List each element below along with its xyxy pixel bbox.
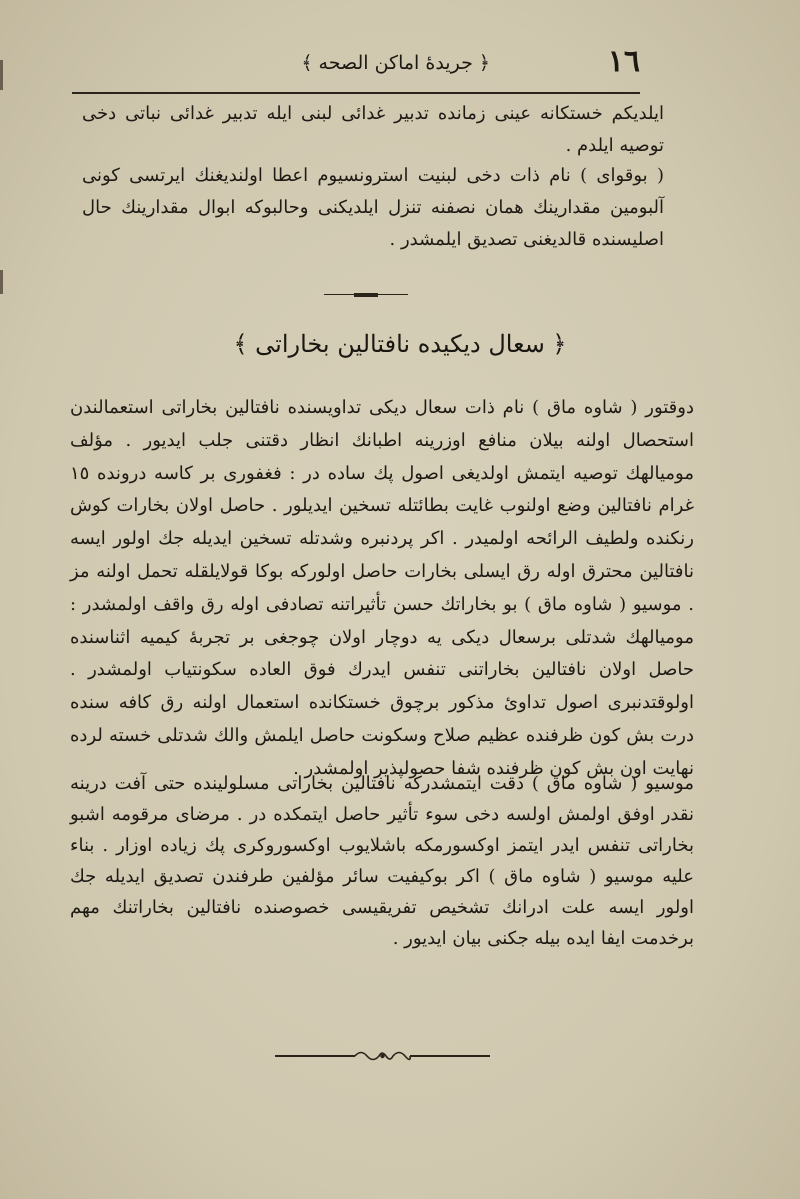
binding-mark bbox=[0, 60, 3, 90]
page-number: ١٦ bbox=[607, 44, 640, 79]
running-title: ﴿ جريدهٔ اماكن الصحه ﴾ bbox=[301, 52, 490, 74]
paragraph-4: موسيو ( شاوه ماق ) دقت ايتمشدركه نافتالين بخاراتى مسلولينده حتى آفت درينه نقدر اوفق اولمش اولسه دخى سوء تأثير حاصل ايتمكده در . مرضاى مرقومه اشبو بخاراتى تنفس ايدر ايتمز اوكسورمكه باشلايوب اوكسوروكرى پك زياده اوزار . بناء عليه موسيو ( شاوه ماق ) اكر بوكيفيت سائر مؤلفين طرفندن تصديق ايديله جك اولور ايسه علت ادرانك تشخيص تفريقيسى خصوصنده نافتالين بخاراتنك مهم برخدمت ايفا ايده بيله جكنى بيان ايديور . bbox=[70, 773, 694, 949]
paragraph-2: ( بوقواى ) نام ذات دخى لبنيت استرونسيوم اعطا اولنديغنك ايرتسى كونى آلبومين مقدارينك همان نصفنه تنزل ايلديكنى وحالبوكه ابوال مقدارينك حال اصليسنده قالديغنى تصديق ايلمشدر . bbox=[82, 165, 664, 250]
end-ornament bbox=[275, 1048, 490, 1064]
paragraph-1: ايلديكم خستكانه عينى زمانده تدبير غدائى لبنى ايله تدبير غدائى نباتى دخى توصيه ايلدم . bbox=[82, 103, 664, 156]
header-rule bbox=[72, 92, 640, 94]
paragraph-3: دوقتور ( شاوه ماق ) نام ذات سعال ديكى تداويسنده نافتالين بخاراتى استعمالندن استحصال اولنه بيلان منافع اوزرينه اطبانك انظار دقتنى جلب ايديور . مؤلف موميالهك توصيه ايتمش اولديغى اصول پك ساده در : فغفورى بر كاسه درونده ١٥ غرام نافتالين وضع اولنوب غايت بطائتله تسخين ايديلور . حاصل اولان بخارات كوش رنكنده ولطيف الرائحه اولميدر . اكر پردنبره وشدتله تسخين ايديله جك اولور ايسه نافتالين محترق اوله رق ايسلى بخارات حاصل اولوركه بوكا قولايلقله تحمل اولنه مز . موسيو ( شاوه ماق ) بو بخاراتك حسن تأثيراتنه تصادفى اوله رق واقف اولمشدر : موميالهك شدتلى برسعال ديكى يه دوچار اولان چوجغى بر تجربهٔ كيميه اثناسنده حاصل اولان نافتالين بخاراتنى تنفس ايدرك فوق العاده سكونتياب اولمشدر . اولوقتدنبرى اصول تداوئ مذكور برچوق خستكانده استعمال اولنه رق كافه سنده درت بش كون ظرفنده عظيم صلاح وسكونت حاصل ايلمش والك شدتلى خسته لرده نهايت اون بش كون ظرفنده شفا حصولپذير اولمشدر . bbox=[70, 397, 695, 779]
binding-mark bbox=[0, 270, 3, 294]
page-header bbox=[70, 44, 640, 90]
section-divider bbox=[324, 293, 408, 297]
section-title: ﴿ سعال ديكيده نافتالين بخاراتى ﴾ bbox=[233, 330, 567, 358]
